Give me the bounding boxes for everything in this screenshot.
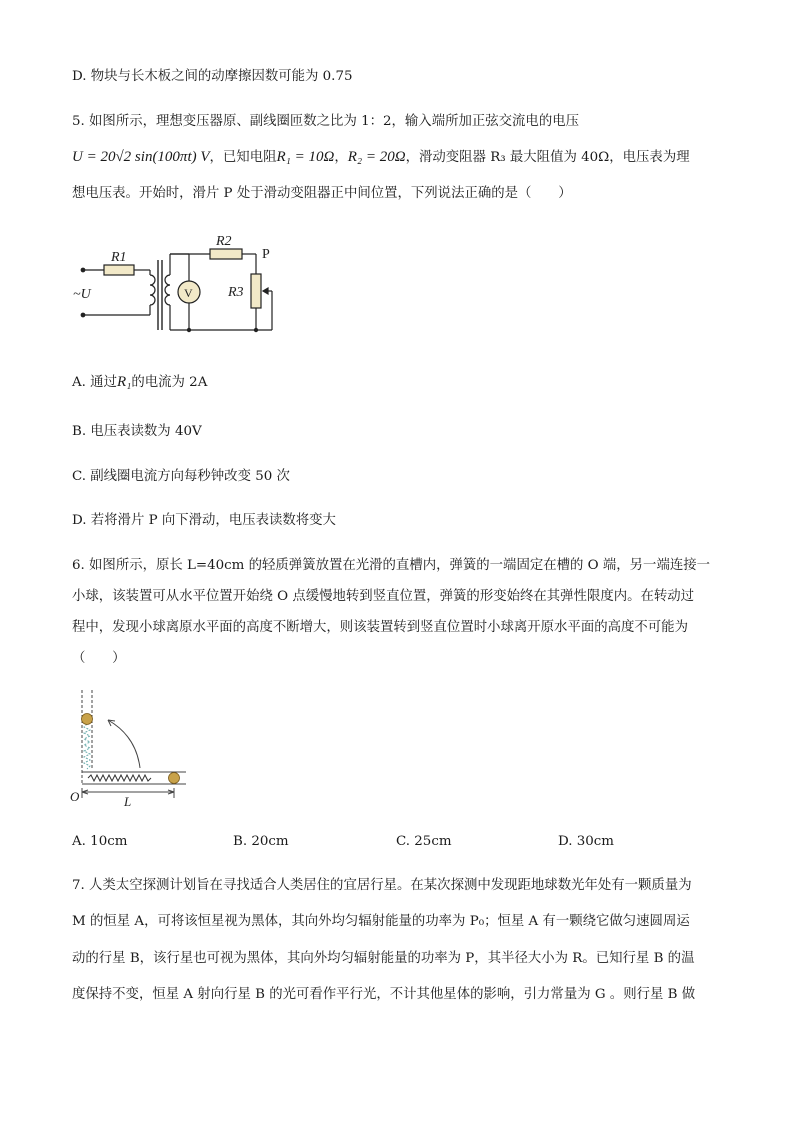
q6-stem-line1: 6. 如图所示，原长 L=40cm 的轻质弹簧放置在光滑的直槽内，弹簧的一端固定在槽的 O 端，另一端连接一 xyxy=(72,558,711,573)
q6-stem-line2: 小球，该装置可从水平位置开始绕 O 点缓慢地转到竖直位置，弹簧的形变始终在其弹性限度内。在转动过 xyxy=(72,589,695,604)
q4-option-d: D. 物块与长木板之间的动摩擦因数可能为 0.75 xyxy=(72,69,353,84)
q5-option-a-pre: A. 通过 xyxy=(72,375,117,390)
label-l: L xyxy=(124,794,132,808)
resistor-r3 xyxy=(251,274,261,308)
q7-stem-line4: 度保持不变，恒星 A 射向行星 B 的光可看作平行光，不计其他星体的影响，引力常量为 G 。则行星 B 做 xyxy=(72,987,696,1002)
secondary-coil xyxy=(165,275,170,305)
q7-stem-line2: M 的恒星 A，可将该恒星视为黑体，其向外均匀辐射能量的功率为 P₀；恒星 A 有一颗绕它做匀速圆周运 xyxy=(72,914,690,929)
q5-stem-text-a: ，已知电阻 xyxy=(209,150,277,165)
q5-stem-line3: 想电压表。开始时，滑片 P 处于滑动变阻器正中间位置，下列说法正确的是（ ） xyxy=(72,186,572,201)
q5-r1-value: R₁ = 10Ω xyxy=(276,149,335,165)
vertical-spring xyxy=(84,724,90,769)
q5-stem-line2 xyxy=(72,150,690,165)
q5-option-a-post: 的电流为 2A xyxy=(131,375,208,390)
ball-vertical xyxy=(82,714,93,725)
label-v: V xyxy=(184,286,193,300)
label-r2: R2 xyxy=(216,234,232,249)
q5-circuit-diagram xyxy=(70,232,285,334)
q5-option-a-r1: R₁ xyxy=(116,374,132,390)
resistor-r1 xyxy=(104,265,134,275)
label-p: P xyxy=(262,247,270,262)
label-r3: R3 xyxy=(228,285,244,300)
q5-r2-value: R₂ = 20Ω xyxy=(347,149,406,165)
q6-spring-diagram xyxy=(66,688,191,808)
q5-separator: ， xyxy=(334,150,348,165)
label-u: ~U xyxy=(73,287,91,302)
label-r1: R1 xyxy=(111,250,127,265)
slider-p-arrow xyxy=(263,288,268,294)
q5-option-b: B. 电压表读数为 40V xyxy=(72,424,202,439)
input-terminal-bottom xyxy=(81,313,85,317)
q5-option-c: C. 副线圈电流方向每秒钟改变 50 次 xyxy=(72,469,290,484)
q5-stem-text-b: ，滑动变阻器 R₃ 最大阻值为 40Ω，电压表为理 xyxy=(405,150,690,165)
primary-coil xyxy=(150,275,155,305)
q7-stem-line1: 7. 人类太空探测计划旨在寻找适合人类居住的宜居行星。在某次探测中发现距地球数光年处有一颗质量为 xyxy=(72,878,692,893)
q5-option-d: D. 若将滑片 P 向下滑动，电压表读数将变大 xyxy=(72,513,336,528)
q5-stem-line1: 5. 如图所示，理想变压器原、副线圈匝数之比为 1：2，输入端所加正弦交流电的电压 xyxy=(72,114,579,129)
q5-voltage-formula: U = 20√2 sin(100πt) V xyxy=(72,149,210,165)
rotation-arrow-arc xyxy=(108,720,140,768)
label-o: O xyxy=(70,789,80,804)
q6-stem-line3: 程中，发现小球离原水平面的高度不断增大，则该装置转到竖直位置时小球离开原水平面的高度不可能为 xyxy=(72,620,688,635)
q7-stem-line3: 动的行星 B，该行星也可视为黑体，其向外均匀辐射能量的功率为 P，其半径大小为 R。已知行星 B 的温 xyxy=(72,951,695,966)
horizontal-spring xyxy=(88,775,151,781)
resistor-r2 xyxy=(210,249,242,259)
q6-option-b: B. 20cm xyxy=(233,834,289,849)
q6-stem-line4: （ ） xyxy=(72,651,126,666)
q6-option-a: A. 10cm xyxy=(72,834,128,849)
q5-option-a xyxy=(72,375,207,390)
q6-option-c: C. 25cm xyxy=(396,834,452,849)
q6-option-d: D. 30cm xyxy=(558,834,615,849)
ball-horizontal xyxy=(169,773,180,784)
input-terminal-top xyxy=(81,268,85,272)
